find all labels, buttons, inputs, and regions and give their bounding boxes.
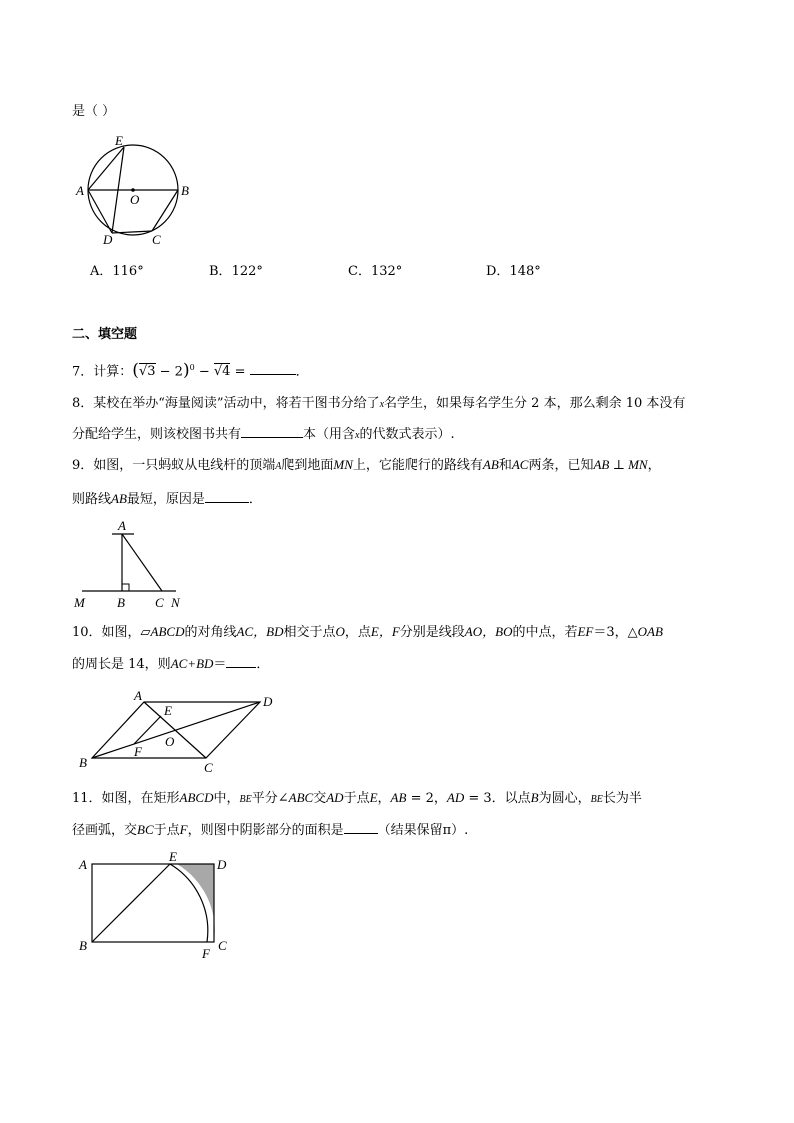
q7: 7．计算：$(√3 - 2)^0 - √4$ = ． bbox=[72, 360, 309, 381]
svg-text:F: F bbox=[202, 946, 210, 961]
section-heading: 二、填空题 bbox=[72, 327, 138, 342]
q8-line1: 8．某校在举办“海量阅读”活动中，将若干图书分给了x名学生，如果每名学生分 2 本，那么剩余 10 本没有 bbox=[72, 396, 686, 411]
q11-line2: 径画弧，交BC于点F，则图中阴影部分的面积是 （结果保留π）. bbox=[72, 822, 469, 838]
svg-text:A: A bbox=[118, 518, 126, 533]
svg-text:M: M bbox=[74, 595, 85, 610]
svg-text:D: D bbox=[263, 694, 273, 709]
svg-text:E: E bbox=[164, 703, 172, 718]
svg-text:E: E bbox=[115, 133, 123, 148]
q9-line2: 则路线AB最短，原因是 ． bbox=[72, 491, 262, 507]
svg-text:B: B bbox=[79, 938, 87, 953]
q8-line2: 分配给学生，则该校图书共有 本（用含x的代数式表示）. bbox=[72, 424, 455, 445]
svg-text:C: C bbox=[155, 595, 164, 610]
svg-text:B: B bbox=[79, 755, 87, 770]
q10-line2: 的周长是 14，则AC+BD＝ ． bbox=[72, 656, 270, 672]
svg-text:A: A bbox=[76, 183, 84, 198]
svg-text:N: N bbox=[171, 595, 180, 610]
svg-text:B: B bbox=[117, 595, 125, 610]
svg-text:O: O bbox=[130, 192, 140, 207]
svg-text:F: F bbox=[134, 744, 142, 759]
q6-option-d: D．148° bbox=[486, 264, 541, 279]
svg-text:A: A bbox=[79, 857, 87, 872]
svg-text:D: D bbox=[217, 857, 227, 872]
svg-text:C: C bbox=[152, 232, 161, 247]
svg-text:D: D bbox=[103, 232, 113, 247]
svg-text:A: A bbox=[134, 688, 142, 703]
svg-text:B: B bbox=[181, 183, 189, 198]
q6-option-a: A．116° bbox=[90, 264, 144, 279]
svg-text:C: C bbox=[218, 938, 227, 953]
q10-line1: 10．如图，▱ABCD的对角线AC，BD相交于点O，点E，F分别是线段AO，BO的中点，若EF＝3，△OAB bbox=[72, 624, 663, 640]
q6-tail: 是（ ） bbox=[72, 104, 116, 119]
q11-line1: 11．如图，在矩形ABCD中，BE平分∠ABC交AD于点E，AB = 2，AD = 3．以点B为圆心，BE长为半 bbox=[72, 790, 642, 806]
q6-option-c: C．132° bbox=[348, 264, 403, 279]
svg-text:O: O bbox=[165, 734, 175, 749]
svg-text:C: C bbox=[204, 760, 213, 775]
q9-line1: 9．如图，一只蚂蚁从电线杆的顶端A爬到地面MN上，它能爬行的路线有AB和AC两条，已知AB ⊥ MN， bbox=[72, 457, 661, 473]
q6-option-b: B．122° bbox=[209, 264, 263, 279]
svg-text:E: E bbox=[169, 849, 177, 864]
